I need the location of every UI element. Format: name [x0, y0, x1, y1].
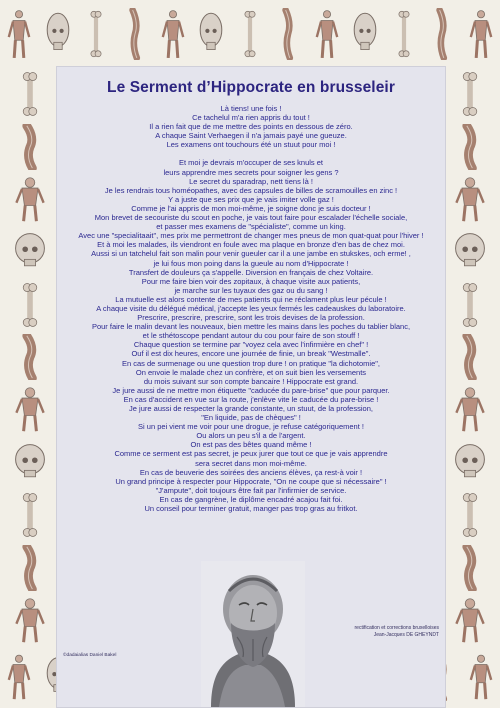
oath-line: "En liquide, pas de chèques" !: [201, 413, 301, 423]
oath-line: On est pas des bêtes quand même !: [190, 440, 312, 450]
oath-line: leurs apprendre mes secrets pour soigner les gens ?: [163, 167, 339, 177]
oath-line: Ouf il est dix heures, encore une journée de finie, un break "Westmalle".: [131, 349, 371, 359]
limb-sketch-icon: [10, 334, 50, 380]
skull-sketch-icon: [350, 8, 380, 60]
limb-sketch-icon: [10, 545, 50, 591]
oath-line: Et moi je devrais m'occuper de ses knuls et: [179, 158, 323, 168]
oath-line: Comme ce serment est pas secret, je peux jurer que tout ce que je vais apprendre: [114, 449, 388, 459]
oath-line: Transfert de douleurs ça s'appelle. Diversion en français de chez Voltaire.: [128, 267, 374, 277]
limb-sketch-icon: [427, 8, 457, 60]
oath-line: du mois suivant sur son compte bancaire ! Hippocrate est grand.: [143, 376, 359, 386]
oath-text: [57, 104, 445, 513]
oath-line: Pour faire le malin devant les nouveaux, bien mettre les mains dans les poches du tablier blanc,: [91, 322, 411, 332]
oath-line: Je les rendrais tous homéopathes, avec des capsules de billes de scramouilles en zinc !: [104, 185, 398, 195]
oath-line: et le sthétoscope pendant autour du cou pour faire de son stouff !: [142, 331, 360, 341]
muscle-figure-sketch-icon: [450, 177, 490, 223]
oath-line: En cas d'accident en vue sur la route, j'enlève vite le caducée du pare-brise !: [123, 394, 379, 404]
oath-line: Un grand principe à respecter pour Hippocrate, "On ne coupe que si nécessaire" !: [115, 476, 387, 486]
oath-line: En cas de beuverie des soirées des anciens élèves, ça rest-à voir !: [139, 467, 363, 477]
page-title: Le Serment d’Hippocrate en brusseleir: [107, 79, 395, 96]
oath-line: sera secret dans mon moi-même.: [195, 458, 307, 468]
limb-sketch-icon: [450, 124, 490, 170]
bone-sketch-icon: [81, 8, 111, 60]
skull-sketch-icon: [450, 440, 490, 486]
oath-line: et passer mes examens de "spécialiste", comme un king.: [156, 222, 346, 232]
bone-sketch-icon: [450, 71, 490, 117]
stanza-break: [57, 149, 445, 158]
bone-sketch-icon: [10, 492, 50, 538]
oath-line: Ce tachelul m'a rien appris du tout !: [192, 113, 310, 123]
oath-line: Avec une "specialitaait", mes prix me permettront de changer mes pneus de mon quat-quat pour l'hiver !: [78, 231, 424, 241]
oath-line: Je jure aussi de respecter la grande constante, un stuut, de la profession,: [129, 404, 373, 413]
oath-line: Mon brevet de secouriste du scout en poche, je vais tout faire pour escalader l'échelle sociale,: [94, 213, 408, 223]
limb-sketch-icon: [120, 8, 150, 60]
muscle-figure-sketch-icon: [450, 598, 490, 644]
oath-line: En cas de gangrène, le diplôme encadré acajou fait foi.: [159, 494, 343, 504]
oath-line: Prescrire, prescrire, prescrire, sont les trois devises de la profession.: [137, 313, 365, 323]
bone-sketch-icon: [10, 71, 50, 117]
skull-sketch-icon: [450, 229, 490, 275]
oath-line: Ou alors un peu s'il a de l'argent.: [196, 431, 306, 441]
content-panel: [56, 66, 446, 708]
oath-line: "J'ampute", doit toujours être fait par l'infirmier de service.: [155, 485, 347, 495]
oath-line: Si un pei vient me voir pour une drogue, je refuse catégoriquement !: [138, 422, 364, 432]
muscle-figure-sketch-icon: [158, 8, 188, 60]
limb-sketch-icon: [450, 334, 490, 380]
anatomy-border-top: [0, 0, 500, 68]
bone-sketch-icon: [10, 282, 50, 328]
oath-line: Aussi si un tatchelul fait son malin pour venir gueuler car il a une jambe en stukskes, och erme! ,: [91, 249, 411, 259]
oath-line: On envoie le malade chez un confrère, et on suit bien les versements: [135, 367, 367, 377]
muscle-figure-sketch-icon: [466, 653, 496, 701]
credit-corrector-name: Jean-Jacques DE GHEYNDT: [373, 632, 439, 638]
limb-sketch-icon: [273, 8, 303, 60]
bone-sketch-icon: [389, 8, 419, 60]
skull-sketch-icon: [10, 229, 50, 275]
anatomy-border-left: [0, 68, 60, 647]
oath-line: Le secret du sparadrap, nett tiens là !: [189, 176, 313, 186]
oath-line: Chaque question se termine par "voyez cela avec l'infirmière en chef" !: [133, 340, 369, 350]
oath-line: Je jure aussi de ne mettre mon étiquette "caducée du pare-brise" que pour parquer.: [112, 385, 390, 395]
bone-sketch-icon: [450, 282, 490, 328]
oath-line: Y a juste que ses prix que je vais imiter volle gaz !: [168, 194, 334, 204]
muscle-figure-sketch-icon: [10, 598, 50, 644]
credit-corrections: [355, 625, 439, 639]
oath-line: je lui fous mon poing dans la gueule au nom d'Hippocrate !: [153, 258, 349, 268]
limb-sketch-icon: [10, 124, 50, 170]
oath-line: je marche sur les tuyaux des gaz ou du sang !: [174, 285, 328, 295]
oath-line: A chaque Saint Verhaegen il n'a jamais payé une gueuze.: [155, 131, 347, 141]
oath-line: Les examens ont touchours été un stuut pour moi !: [166, 140, 336, 150]
muscle-figure-sketch-icon: [4, 8, 34, 60]
muscle-figure-sketch-icon: [10, 387, 50, 433]
bone-sketch-icon: [235, 8, 265, 60]
muscle-figure-sketch-icon: [312, 8, 342, 60]
skull-sketch-icon: [43, 8, 73, 60]
muscle-figure-sketch-icon: [466, 8, 496, 60]
oath-line: Là tiens! une fois !: [220, 104, 282, 113]
bone-sketch-icon: [450, 492, 490, 538]
oath-line: La mutuelle est alors contente de mes patients qui ne réclament plus leur pécule !: [115, 294, 387, 304]
oath-line: En cas de surmenage ou une question trop dure ! on pratique "la dichotomie",: [122, 358, 380, 368]
credit-author: ©dadaialias Daniel Bakel: [63, 653, 117, 658]
skull-sketch-icon: [10, 440, 50, 486]
oath-line: Il a rien fait que de me mettre des points en dessous de zéro.: [149, 122, 353, 132]
skull-sketch-icon: [196, 8, 226, 60]
muscle-figure-sketch-icon: [450, 387, 490, 433]
muscle-figure-sketch-icon: [4, 653, 34, 701]
muscle-figure-sketch-icon: [10, 177, 50, 223]
limb-sketch-icon: [450, 545, 490, 591]
anatomy-border-right: [440, 68, 500, 647]
credit-corrections-line: rectification et corrections bruxelloises: [354, 625, 439, 631]
oath-line: Comme je l'ai appris de mon moi-même, je soigne donc je suis docteur !: [131, 203, 371, 213]
hippocrates-portrait: [201, 561, 305, 707]
oath-line: A chaque visite du délégué médical, j'accepte les yeux fermés les cadeauskes du laboratoire.: [96, 303, 406, 313]
oath-line: Pour me faire bien voir des zopitaux, à chaque visite aux patients,: [141, 276, 361, 286]
oath-line: Un conseil pour terminer gratuit, manger pas trop gras au fritkot.: [144, 504, 358, 514]
oath-line: Et à moi les malades, ils viendront en foule avec ma plaque en bronze d'en bas de chez moi.: [97, 240, 405, 250]
